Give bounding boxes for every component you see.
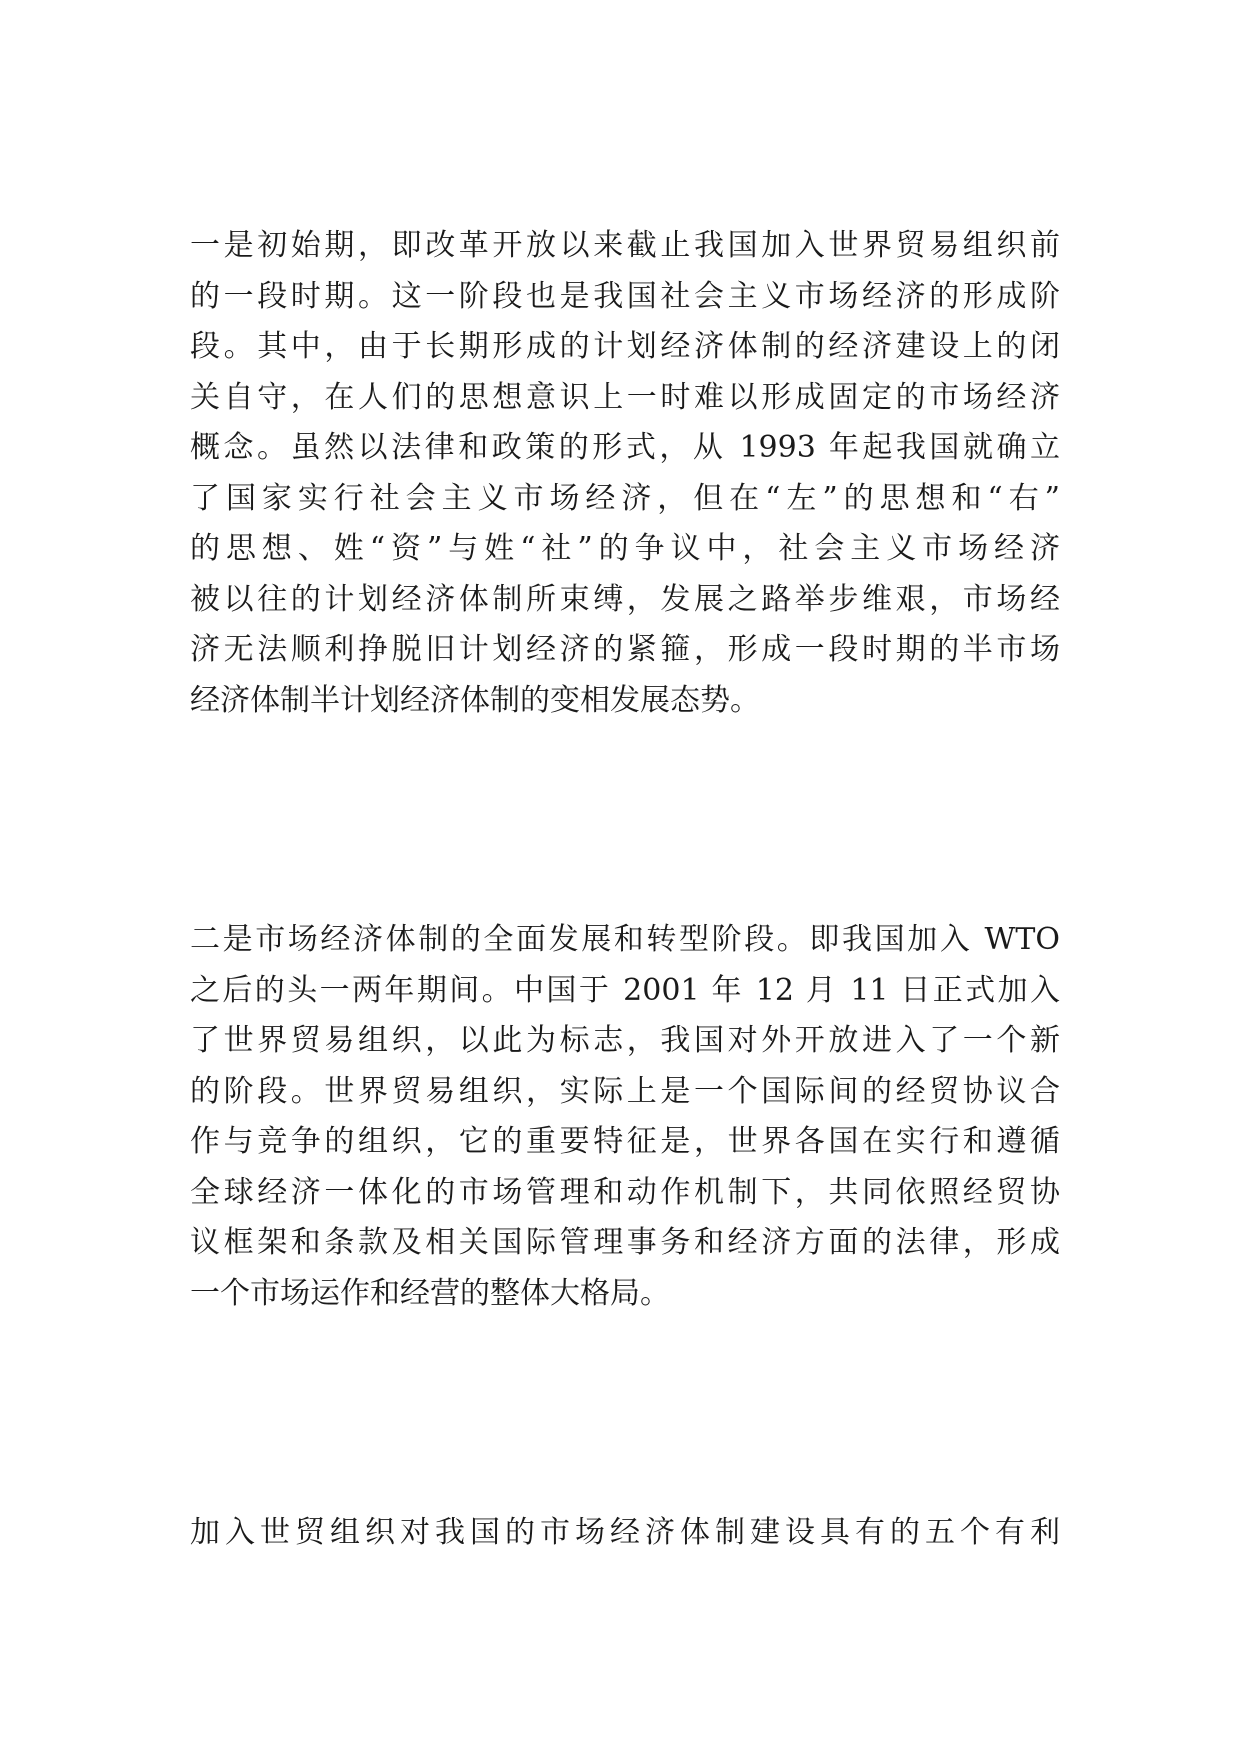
text-line: 被以往的计划经济体制所束缚，发展之路举步维艰，市场经 — [190, 581, 1060, 617]
text-line: 二是市场经济体制的全面发展和转型阶段。即我国加入 WTO — [190, 922, 1060, 957]
text-line: 段。其中，由于长期形成的计划经济体制的经济建设上的闭 — [190, 329, 1060, 364]
text-line: 加入世贸组织对我国的市场经济体制建设具有的五个有利 — [190, 1515, 1060, 1550]
text-line: 之后的头一两年期间。中国于 2001 年 12 月 11 日正式加入 — [190, 972, 1060, 1008]
text-line: 了世界贸易组织，以此为标志，我国对外开放进入了一个新 — [190, 1023, 1060, 1058]
text-line: 一个市场运作和经营的整体大格局。 — [190, 1275, 670, 1311]
text-line: 议框架和条款及相关国际管理事务和经济方面的法律，形成 — [190, 1225, 1060, 1260]
text-line: 关自守，在人们的思想意识上一时难以形成固定的市场经济 — [190, 379, 1060, 415]
text-line: 的阶段。世界贸易组织，实际上是一个国际间的经贸协议合 — [190, 1073, 1060, 1109]
text-line: 作与竞争的组织，它的重要特征是，世界各国在实行和遵循 — [190, 1124, 1060, 1159]
paragraph-wto-benefits — [190, 1508, 1060, 1559]
paragraph-transition-stage — [190, 915, 1060, 1319]
text-line: 的思想、姓“资”与姓“社”的争议中，社会主义市场经济 — [190, 531, 1060, 566]
text-line: 概念。虽然以法律和政策的形式，从 1993 年起我国就确立 — [190, 430, 1060, 465]
text-line: 了国家实行社会主义市场经济，但在“左”的思想和“右” — [190, 480, 1060, 516]
text-line: 济无法顺利挣脱旧计划经济的紧箍，形成一段时期的半市场 — [190, 632, 1060, 667]
text-line: 的一段时期。这一阶段也是我国社会主义市场经济的形成阶 — [190, 278, 1060, 314]
text-line: 一是初始期，即改革开放以来截止我国加入世界贸易组织前 — [190, 228, 1060, 263]
paragraph-initial-period — [190, 221, 1060, 726]
text-line: 经济体制半计划经济体制的变相发展态势。 — [190, 682, 760, 718]
text-line: 全球经济一体化的市场管理和动作机制下，共同依照经贸协 — [190, 1174, 1060, 1210]
